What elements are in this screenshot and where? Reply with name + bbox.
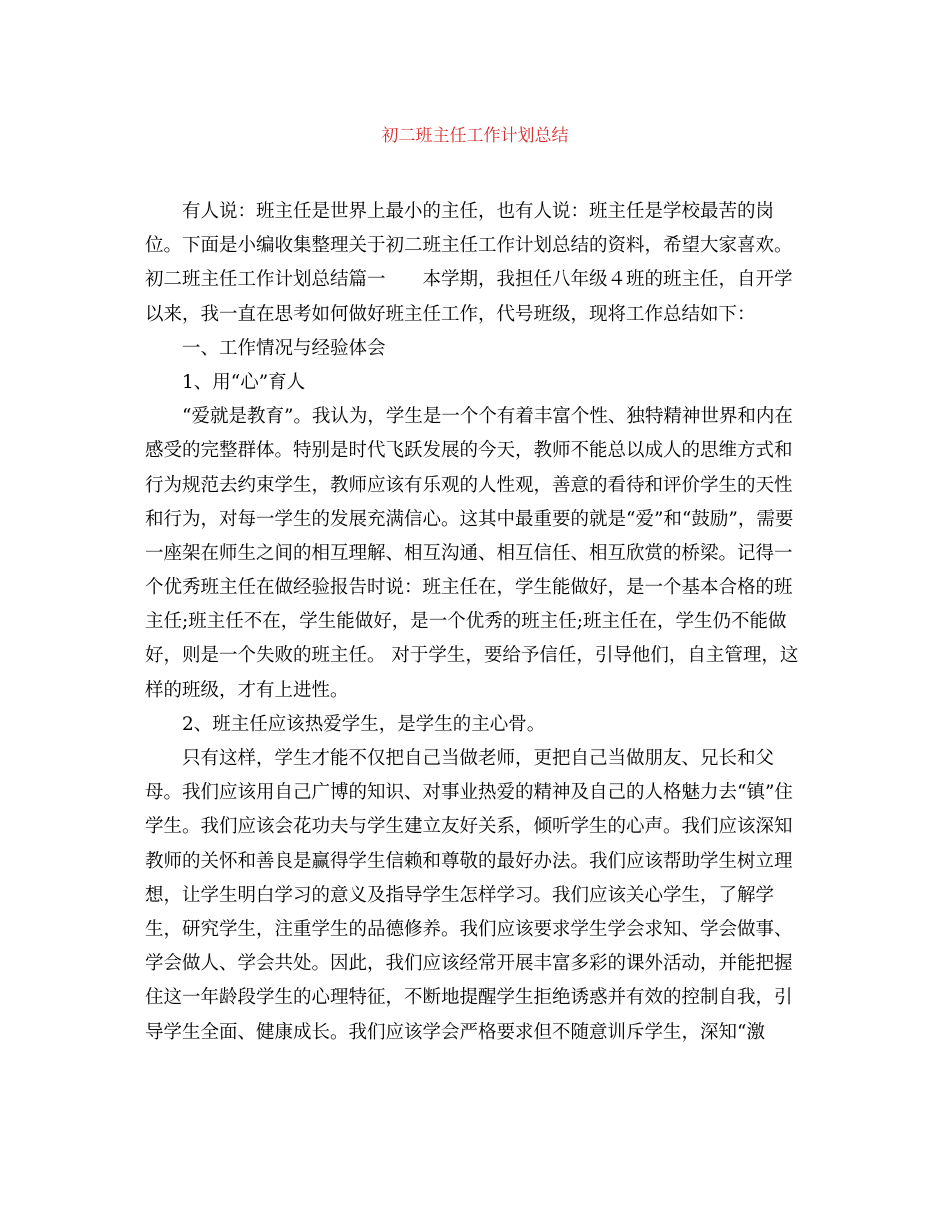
body-line: 初二班主任工作计划总结篇一 本学期，我担任八年级４班的班主任，自开学: [145, 269, 793, 291]
body-line: 好，则是一个失败的班主任。 对于学生，要给予信任，引导他们，自主管理，这: [145, 645, 799, 667]
body-line: 个优秀班主任在做经验报告时说：班主任在，学生能做好，是一个基本合格的班: [145, 577, 793, 599]
body-line: 只有这样，学生才能不仅把自己当做老师，更把自己当做朋友、兄长和父: [182, 748, 775, 769]
body-line: 教师的关怀和善良是赢得学生信赖和尊敬的最好办法。我们应该帮助学生树立理: [145, 850, 793, 872]
body-line: 以来，我一直在思考如何做好班主任工作，代号班级，现将工作总结如下：: [145, 303, 756, 325]
body-line: 行为规范去约束学生，教师应该有乐观的人性观，善意的看待和评价学生的天性: [145, 474, 793, 496]
body-line: 和行为，对每一学生的发展充满信心。这其中最重要的就是“爱”和“鼓励”，需要: [145, 508, 794, 530]
body-line: 主任;班主任不在，学生能做好，是一个优秀的班主任;班主任在，学生仍不能做: [145, 611, 787, 633]
body-line: 生，研究学生，注重学生的品德修养。我们应该要求学生学会求知、学会做事、: [145, 918, 793, 940]
body-line: 一座架在师生之间的相互理解、相互沟通、相互信任、相互欣赏的桥梁。记得一: [145, 542, 793, 564]
body-line: 位。下面是小编收集整理关于初二班主任工作计划总结的资料，希望大家喜欢。: [145, 235, 793, 257]
body-line: 1、用“心”育人: [182, 371, 306, 393]
body-line: 有人说：班主任是世界上最小的主任，也有人说：班主任是学校最苦的岗: [182, 201, 775, 222]
body-line: 母。我们应该用自己广博的知识、对事业热爱的精神及自己的人格魅力去“镇”住: [145, 782, 793, 804]
body-line: 住这一年龄段学生的心理特征，不断地提醒学生拒绝诱惑并有效的控制自我，引: [145, 987, 793, 1009]
document-body: [145, 195, 805, 1050]
body-line: 导学生全面、健康成长。我们应该学会严格要求但不随意训斥学生，深知“激: [145, 1021, 765, 1043]
body-line: 样的班级，才有上进性。: [145, 679, 349, 701]
body-line: 学会做人、学会共处。因此，我们应该经常开展丰富多彩的课外活动，并能把握: [145, 953, 793, 975]
body-line: 一、工作情况与经验体会: [182, 337, 386, 359]
body-line: 感受的完整群体。特别是时代飞跃发展的今天，教师不能总以成人的思维方式和: [145, 440, 793, 462]
body-line: 学生。我们应该会花功夫与学生建立友好关系，倾听学生的心声。我们应该深知: [145, 816, 793, 838]
body-line: 想，让学生明白学习的意义及指导学生怎样学习。我们应该关心学生，了解学: [145, 884, 775, 906]
body-line: “爱就是教育”。我认为，学生是一个个有着丰富个性、独特精神世界和内在: [182, 406, 793, 428]
body-line: 2、班主任应该热爱学生，是学生的主心骨。: [182, 713, 546, 735]
document-title: 初二班主任工作计划总结: [381, 126, 569, 146]
